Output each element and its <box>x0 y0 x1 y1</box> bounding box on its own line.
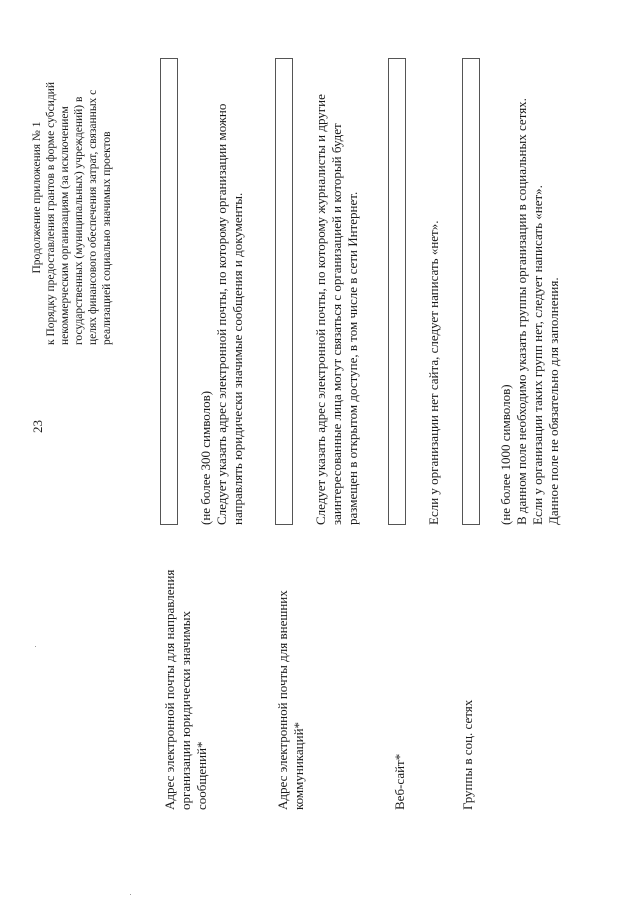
appendix-line: реализацией социально значимых проектов <box>101 131 113 345</box>
field-hint-legal-email <box>198 45 246 525</box>
appendix-title: Продолжение приложения № 1 <box>31 121 43 274</box>
appendix-header <box>30 50 114 345</box>
hint-line: Данное поле не обязательно для заполнения. <box>546 277 561 525</box>
scan-speck <box>35 646 36 647</box>
legal-email-input[interactable] <box>160 58 178 525</box>
page-number: 23 <box>30 420 45 433</box>
hint-line: В данном поле необходимо указать группы организации в социальных сетях. <box>514 98 529 525</box>
hint-line: направлять юридически значимые сообщения и документы. <box>230 192 245 525</box>
hint-line: заинтересованные лица могут связаться с организацией и который будет <box>329 123 344 525</box>
hint-line: размещен в открытом доступе, в том числе в сети Интернет. <box>345 191 360 525</box>
external-email-input[interactable] <box>275 58 293 525</box>
hint-line: (не более 300 символов) <box>198 390 213 525</box>
appendix-line: государственных (муниципальных) учреждений) в <box>73 96 85 345</box>
appendix-line: целях финансового обеспечения затрат, связанных с <box>87 89 99 345</box>
hint-line: Если у организации нет сайта, следует написать «нет». <box>426 220 441 525</box>
field-label-website: Веб-сайт* <box>392 753 407 810</box>
social-groups-input[interactable] <box>462 58 480 525</box>
field-label-external-email: Адрес электронной почты для внешних коммуникаций* <box>275 590 306 810</box>
hint-line: Если у организации таких групп нет, следует написать «нет». <box>530 185 545 525</box>
field-label-legal-email: Адрес электронной почты для направления организации юридически значимых сообщений* <box>162 569 209 810</box>
website-input[interactable] <box>388 58 406 525</box>
scan-speck <box>130 894 131 895</box>
hint-line: Следует указать адрес электронной почты, по которому организации можно <box>214 103 229 525</box>
hint-line: (не более 1000 символов) <box>498 384 513 525</box>
field-hint-social-groups <box>498 45 562 525</box>
appendix-line: к Порядку предоставления грантов в форме субсидий <box>45 82 57 345</box>
field-label-social-groups: Группы в соц. сетях <box>460 699 475 810</box>
field-hint-website <box>426 45 442 525</box>
hint-line: Следует указать адрес электронной почты, по которому журналисты и другие <box>313 94 328 525</box>
appendix-line: некоммерческим организациям (за исключением <box>59 106 71 345</box>
field-hint-external-email <box>313 45 361 525</box>
